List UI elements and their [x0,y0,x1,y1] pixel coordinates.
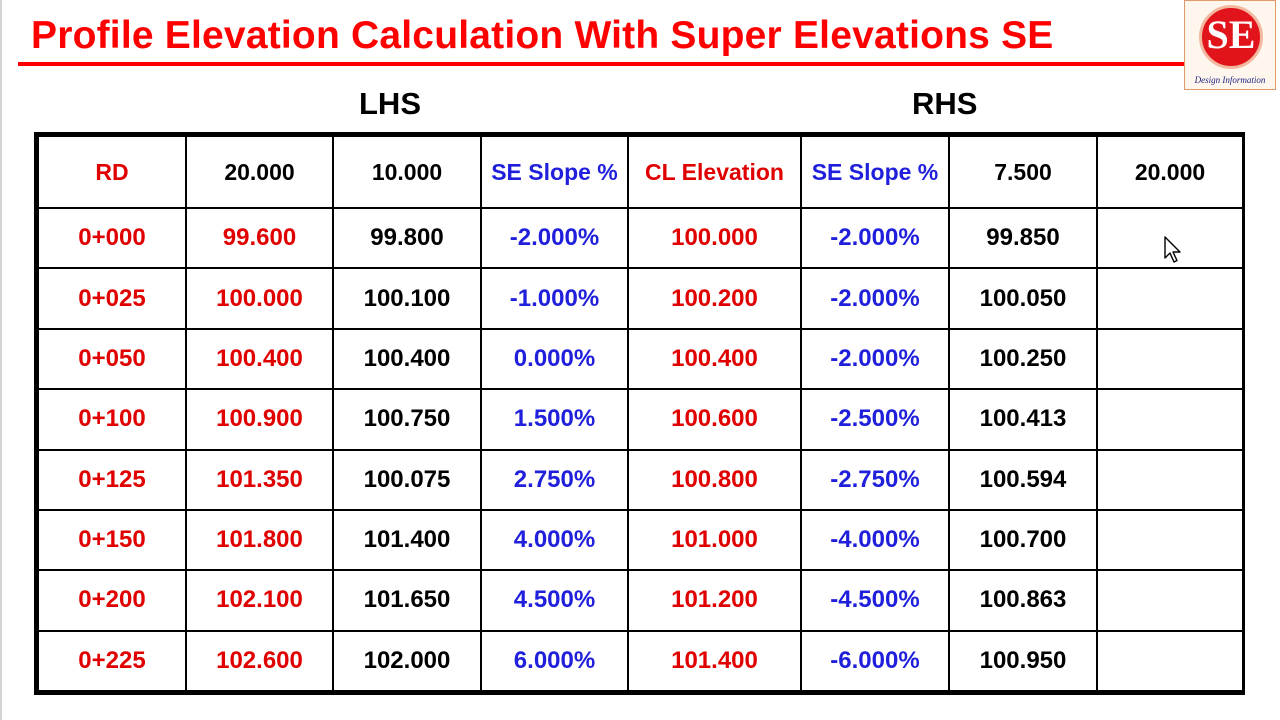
table-header-row [38,136,1243,208]
lhs-10-elevation-cell: 100.400 [333,329,481,389]
rhs-20-elevation-cell [1097,268,1243,328]
lhs-10-elevation-cell: 101.400 [333,510,481,570]
rhs-7-5-elevation-cell: 100.594 [949,450,1097,510]
rd-cell: 0+200 [38,570,186,630]
se-logo [1184,0,1276,90]
lhs-20-elevation-cell: 101.800 [186,510,333,570]
lhs-se-slope-cell: -1.000% [481,268,628,328]
rhs-20-elevation-cell [1097,329,1243,389]
lhs-10-elevation-cell: 99.800 [333,208,481,268]
lhs-se-slope-cell: 0.000% [481,329,628,389]
rhs-20-elevation-cell [1097,450,1243,510]
rhs-20-elevation-cell [1097,631,1243,691]
header-lhs-offset-20: 20.000 [186,136,333,208]
rhs-se-slope-cell: -2.750% [801,450,949,510]
logo-caption: Design Information [1194,75,1266,85]
lhs-10-elevation-cell: 100.100 [333,268,481,328]
cl-elevation-cell: 100.200 [628,268,801,328]
header-rhs-offset-20: 20.000 [1097,136,1243,208]
cl-elevation-cell: 100.400 [628,329,801,389]
mouse-pointer-icon [1163,236,1183,264]
cl-elevation-cell: 100.000 [628,208,801,268]
table-row [38,570,1243,630]
rhs-7-5-elevation-cell: 100.950 [949,631,1097,691]
cl-elevation-cell: 101.400 [628,631,801,691]
rhs-se-slope-cell: -4.000% [801,510,949,570]
table-row [38,631,1243,691]
lhs-20-elevation-cell: 100.000 [186,268,333,328]
rhs-7-5-elevation-cell: 100.050 [949,268,1097,328]
rhs-7-5-elevation-cell: 99.850 [949,208,1097,268]
lhs-10-elevation-cell: 100.750 [333,389,481,449]
rhs-7-5-elevation-cell: 100.863 [949,570,1097,630]
lhs-20-elevation-cell: 100.400 [186,329,333,389]
table-row [38,208,1243,268]
left-border [0,0,2,720]
table-row [38,450,1243,510]
header-rd: RD [38,136,186,208]
lhs-label: LHS [359,86,421,121]
cl-elevation-cell: 100.600 [628,389,801,449]
rd-cell: 0+125 [38,450,186,510]
header-rhs-offset-7-5: 7.500 [949,136,1097,208]
rhs-se-slope-cell: -2.000% [801,329,949,389]
rd-cell: 0+050 [38,329,186,389]
lhs-20-elevation-cell: 101.350 [186,450,333,510]
table-row [38,329,1243,389]
table-row [38,268,1243,328]
rd-cell: 0+025 [38,268,186,328]
rhs-se-slope-cell: -4.500% [801,570,949,630]
rhs-7-5-elevation-cell: 100.250 [949,329,1097,389]
lhs-10-elevation-cell: 100.075 [333,450,481,510]
rhs-20-elevation-cell [1097,389,1243,449]
lhs-20-elevation-cell: 100.900 [186,389,333,449]
cl-elevation-cell: 100.800 [628,450,801,510]
header-lhs-se-slope: SE Slope % [481,136,628,208]
header-cl-elevation: CL Elevation [628,136,801,208]
lhs-se-slope-cell: 2.750% [481,450,628,510]
rhs-label: RHS [912,86,978,121]
lhs-20-elevation-cell: 102.600 [186,631,333,691]
rd-cell: 0+100 [38,389,186,449]
cl-elevation-cell: 101.000 [628,510,801,570]
rhs-se-slope-cell: -6.000% [801,631,949,691]
rd-cell: 0+000 [38,208,186,268]
header-lhs-offset-10: 10.000 [333,136,481,208]
lhs-10-elevation-cell: 102.000 [333,631,481,691]
title-area [0,0,1185,68]
elevation-grid [37,135,1244,692]
table-row [38,389,1243,449]
lhs-se-slope-cell: 4.000% [481,510,628,570]
lhs-10-elevation-cell: 101.650 [333,570,481,630]
elevation-table [34,132,1245,695]
lhs-se-slope-cell: 1.500% [481,389,628,449]
page-title: Profile Elevation Calculation With Super Elevations SE [31,14,1054,57]
rd-cell: 0+150 [38,510,186,570]
lhs-se-slope-cell: 4.500% [481,570,628,630]
rhs-7-5-elevation-cell: 100.413 [949,389,1097,449]
lhs-se-slope-cell: 6.000% [481,631,628,691]
lhs-20-elevation-cell: 102.100 [186,570,333,630]
rd-cell: 0+225 [38,631,186,691]
lhs-20-elevation-cell: 99.600 [186,208,333,268]
header-rhs-se-slope: SE Slope % [801,136,949,208]
title-underline [18,62,1185,66]
logo-text: SE [1206,12,1256,57]
rhs-se-slope-cell: -2.500% [801,389,949,449]
rhs-se-slope-cell: -2.000% [801,268,949,328]
table-row [38,510,1243,570]
rhs-20-elevation-cell [1097,510,1243,570]
lhs-se-slope-cell: -2.000% [481,208,628,268]
cl-elevation-cell: 101.200 [628,570,801,630]
rhs-se-slope-cell: -2.000% [801,208,949,268]
logo-badge [1199,5,1263,69]
rhs-7-5-elevation-cell: 100.700 [949,510,1097,570]
rhs-20-elevation-cell [1097,570,1243,630]
